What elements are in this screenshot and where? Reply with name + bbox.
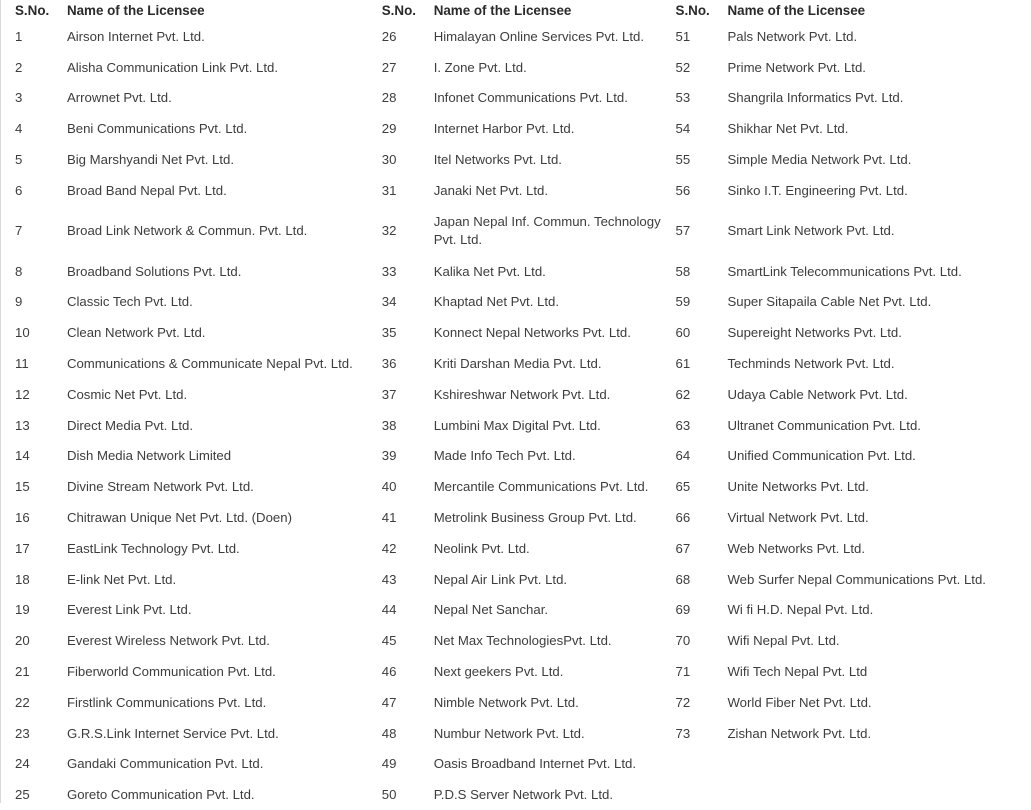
table-row bbox=[3, 83, 1031, 114]
serial-number: 38 bbox=[381, 417, 397, 433]
licensee-name: Virtual Network Pvt. Ltd. bbox=[727, 510, 869, 526]
licensee-name: Firstlink Communications Pvt. Ltd. bbox=[66, 694, 267, 710]
licensee-name: I. Zone Pvt. Ltd. bbox=[433, 59, 527, 75]
serial-number: 15 bbox=[15, 479, 30, 495]
licensee-name: Simple Media Network Pvt. Ltd. bbox=[727, 152, 912, 168]
serial-number: 49 bbox=[381, 756, 397, 772]
serial-number: 58 bbox=[675, 263, 691, 279]
serial-number: 64 bbox=[675, 448, 691, 464]
licensee-name: Made Info Tech Pvt. Ltd. bbox=[433, 448, 576, 464]
licensee-name: G.R.S.Link Internet Service Pvt. Ltd. bbox=[66, 725, 279, 741]
serial-number: 57 bbox=[675, 223, 691, 239]
licensee-name: Numbur Network Pvt. Ltd. bbox=[433, 725, 585, 741]
licensee-name: Ultranet Communication Pvt. Ltd. bbox=[727, 417, 921, 433]
serial-number: 37 bbox=[381, 386, 397, 402]
licensee-name: Arrownet Pvt. Ltd. bbox=[66, 90, 172, 106]
serial-number: 26 bbox=[381, 28, 397, 44]
licensee-name: Janaki Net Pvt. Ltd. bbox=[433, 182, 549, 198]
serial-number: 12 bbox=[15, 386, 30, 402]
serial-number: 48 bbox=[381, 725, 397, 741]
serial-number: 39 bbox=[381, 448, 397, 464]
licensee-name: Gandaki Communication Pvt. Ltd. bbox=[66, 756, 264, 772]
table-row bbox=[3, 410, 1031, 441]
header-name: Name of the Licensee bbox=[66, 2, 205, 18]
licensee-name: Beni Communications Pvt. Ltd. bbox=[66, 121, 248, 137]
licensee-name: Itel Networks Pvt. Ltd. bbox=[433, 152, 562, 168]
serial-number: 34 bbox=[381, 294, 397, 310]
table-row bbox=[3, 625, 1031, 656]
header-name: Name of the Licensee bbox=[433, 2, 572, 18]
licensee-name: Cosmic Net Pvt. Ltd. bbox=[66, 386, 188, 402]
serial-number: 36 bbox=[381, 356, 397, 372]
table-row bbox=[3, 175, 1031, 206]
serial-number: 31 bbox=[381, 182, 397, 198]
serial-number: 41 bbox=[381, 510, 397, 526]
licensee-name: Techminds Network Pvt. Ltd. bbox=[727, 356, 895, 372]
licensee-name: Broad Band Nepal Pvt. Ltd. bbox=[66, 182, 227, 198]
licensee-table bbox=[3, 0, 1031, 810]
serial-number: 20 bbox=[15, 633, 30, 649]
licensee-name: Direct Media Pvt. Ltd. bbox=[66, 417, 193, 433]
table-row bbox=[3, 379, 1031, 410]
licensee-name: Web Networks Pvt. Ltd. bbox=[727, 540, 865, 556]
licensee-name: EastLink Technology Pvt. Ltd. bbox=[66, 540, 240, 556]
licensee-name: Everest Link Pvt. Ltd. bbox=[66, 602, 192, 618]
licensee-name: Nimble Network Pvt. Ltd. bbox=[433, 694, 579, 710]
serial-number bbox=[664, 749, 716, 780]
licensee-name: Broad Link Network & Commun. Pvt. Ltd. bbox=[66, 223, 308, 239]
serial-number: 56 bbox=[675, 182, 691, 198]
serial-number: 63 bbox=[675, 417, 691, 433]
serial-number: 55 bbox=[675, 152, 691, 168]
serial-number: 17 bbox=[15, 540, 30, 556]
table-row bbox=[3, 595, 1031, 626]
serial-number: 1 bbox=[15, 28, 23, 44]
serial-number: 6 bbox=[15, 182, 23, 198]
serial-number: 61 bbox=[675, 356, 691, 372]
licensee-name: Kshireshwar Network Pvt. Ltd. bbox=[433, 386, 611, 402]
serial-number: 40 bbox=[381, 479, 397, 495]
serial-number: 67 bbox=[675, 540, 691, 556]
serial-number: 59 bbox=[675, 294, 691, 310]
table-row bbox=[3, 687, 1031, 718]
serial-number: 29 bbox=[381, 121, 397, 137]
header-name: Name of the Licensee bbox=[727, 2, 866, 18]
header-sno: S.No. bbox=[15, 2, 50, 18]
table-row bbox=[3, 564, 1031, 595]
table-row bbox=[3, 21, 1031, 52]
serial-number: 46 bbox=[381, 664, 397, 680]
licensee-name: Neolink Pvt. Ltd. bbox=[433, 540, 530, 556]
serial-number: 18 bbox=[15, 571, 30, 587]
table-header-row bbox=[3, 0, 1031, 21]
licensee-name: Dish Media Network Limited bbox=[66, 448, 232, 464]
serial-number: 70 bbox=[675, 633, 691, 649]
table-row bbox=[3, 256, 1031, 287]
serial-number: 19 bbox=[15, 602, 30, 618]
serial-number: 68 bbox=[675, 571, 691, 587]
licensee-name: Kriti Darshan Media Pvt. Ltd. bbox=[433, 356, 602, 372]
table-row bbox=[3, 348, 1031, 379]
serial-number: 72 bbox=[675, 694, 691, 710]
serial-number: 35 bbox=[381, 325, 397, 341]
licensee-name: P.D.S Server Network Pvt. Ltd. bbox=[433, 787, 614, 803]
serial-number: 54 bbox=[675, 121, 691, 137]
serial-number: 27 bbox=[381, 59, 397, 75]
serial-number: 30 bbox=[381, 152, 397, 168]
serial-number: 22 bbox=[15, 694, 30, 710]
licensee-name: Clean Network Pvt. Ltd. bbox=[66, 325, 206, 341]
licensee-name: Metrolink Business Group Pvt. Ltd. bbox=[433, 510, 637, 526]
header-sno: S.No. bbox=[381, 2, 416, 18]
serial-number: 69 bbox=[675, 602, 691, 618]
serial-number: 45 bbox=[381, 633, 397, 649]
table-row bbox=[3, 287, 1031, 318]
licensee-name: Classic Tech Pvt. Ltd. bbox=[66, 294, 193, 310]
licensee-name: Oasis Broadband Internet Pvt. Ltd. bbox=[433, 756, 637, 772]
serial-number: 65 bbox=[675, 479, 691, 495]
licensee-name: Himalayan Online Services Pvt. Ltd. bbox=[433, 28, 645, 44]
serial-number: 2 bbox=[15, 59, 23, 75]
serial-number: 47 bbox=[381, 694, 397, 710]
licensee-name: Wifi Tech Nepal Pvt. Ltd bbox=[727, 664, 868, 680]
licensee-name: Next geekers Pvt. Ltd. bbox=[433, 664, 564, 680]
licensee-table-body bbox=[3, 21, 1031, 810]
licensee-name: Supereight Networks Pvt. Ltd. bbox=[727, 325, 902, 341]
licensee-name: Nepal Net Sanchar. bbox=[433, 602, 549, 618]
licensee-name: Shangrila Informatics Pvt. Ltd. bbox=[727, 90, 904, 106]
serial-number: 62 bbox=[675, 386, 691, 402]
licensee-name: Kalika Net Pvt. Ltd. bbox=[433, 263, 546, 279]
table-row bbox=[3, 144, 1031, 175]
serial-number: 8 bbox=[15, 263, 23, 279]
licensee-name: World Fiber Net Pvt. Ltd. bbox=[727, 694, 872, 710]
serial-number bbox=[664, 779, 716, 810]
table-row bbox=[3, 52, 1031, 83]
serial-number: 3 bbox=[15, 90, 23, 106]
licensee-name: Udaya Cable Network Pvt. Ltd. bbox=[727, 386, 908, 402]
serial-number: 53 bbox=[675, 90, 691, 106]
serial-number: 16 bbox=[15, 510, 30, 526]
licensee-name: Unified Communication Pvt. Ltd. bbox=[727, 448, 916, 464]
licensee-name: E-link Net Pvt. Ltd. bbox=[66, 571, 177, 587]
licensee-name: Unite Networks Pvt. Ltd. bbox=[727, 479, 869, 495]
licensee-name: Shikhar Net Pvt. Ltd. bbox=[727, 121, 849, 137]
licensee-name: Mercantile Communications Pvt. Ltd. bbox=[433, 479, 649, 495]
licensee-name: Alisha Communication Link Pvt. Ltd. bbox=[66, 59, 279, 75]
serial-number: 60 bbox=[675, 325, 691, 341]
serial-number: 25 bbox=[15, 787, 30, 803]
licensee-name: Wi fi H.D. Nepal Pvt. Ltd. bbox=[727, 602, 874, 618]
serial-number: 13 bbox=[15, 417, 30, 433]
serial-number: 33 bbox=[381, 263, 397, 279]
table-row bbox=[3, 656, 1031, 687]
table-row bbox=[3, 718, 1031, 749]
table-row bbox=[3, 533, 1031, 564]
licensee-name: SmartLink Telecommunications Pvt. Ltd. bbox=[727, 263, 962, 279]
licensee-name: Goreto Communication Pvt. Ltd. bbox=[66, 787, 255, 803]
serial-number: 44 bbox=[381, 602, 397, 618]
table-row bbox=[3, 471, 1031, 502]
serial-number: 66 bbox=[675, 510, 691, 526]
serial-number: 28 bbox=[381, 90, 397, 106]
licensee-name bbox=[715, 779, 1031, 810]
serial-number: 11 bbox=[15, 356, 29, 372]
licensee-name: Pals Network Pvt. Ltd. bbox=[727, 28, 858, 44]
serial-number: 24 bbox=[15, 756, 30, 772]
serial-number: 43 bbox=[381, 571, 397, 587]
table-row bbox=[3, 113, 1031, 144]
licensee-name: Sinko I.T. Engineering Pvt. Ltd. bbox=[727, 182, 908, 198]
serial-number: 51 bbox=[675, 28, 691, 44]
licensee-name: Fiberworld Communication Pvt. Ltd. bbox=[66, 664, 276, 680]
licensee-name: Internet Harbor Pvt. Ltd. bbox=[433, 121, 575, 137]
licensee-name: Prime Network Pvt. Ltd. bbox=[727, 59, 866, 75]
serial-number: 9 bbox=[15, 294, 23, 310]
licensee-name: Wifi Nepal Pvt. Ltd. bbox=[727, 633, 840, 649]
serial-number: 7 bbox=[15, 223, 23, 239]
header-sno: S.No. bbox=[675, 2, 710, 18]
licensee-name: Zishan Network Pvt. Ltd. bbox=[727, 725, 872, 741]
licensee-name: Smart Link Network Pvt. Ltd. bbox=[727, 223, 895, 239]
serial-number: 42 bbox=[381, 540, 397, 556]
licensee-name: Big Marshyandi Net Pvt. Ltd. bbox=[66, 152, 235, 168]
serial-number: 5 bbox=[15, 152, 23, 168]
licensee-name: Chitrawan Unique Net Pvt. Ltd. (Doen) bbox=[66, 510, 292, 526]
licensee-name: Communications & Communicate Nepal Pvt. Ltd. bbox=[66, 356, 353, 372]
table-row bbox=[3, 749, 1031, 780]
licensee-name bbox=[715, 749, 1031, 780]
licensee-name: Web Surfer Nepal Communications Pvt. Ltd. bbox=[727, 571, 986, 587]
table-row bbox=[3, 502, 1031, 533]
serial-number: 4 bbox=[15, 121, 23, 137]
table-row bbox=[3, 206, 1031, 256]
licensee-name: Everest Wireless Network Pvt. Ltd. bbox=[66, 633, 270, 649]
licensee-name: Airson Internet Pvt. Ltd. bbox=[66, 28, 205, 44]
serial-number: 50 bbox=[381, 787, 397, 803]
licensee-name: Lumbini Max Digital Pvt. Ltd. bbox=[433, 417, 601, 433]
serial-number: 14 bbox=[15, 448, 30, 464]
licensee-name: Divine Stream Network Pvt. Ltd. bbox=[66, 479, 254, 495]
serial-number: 71 bbox=[675, 664, 691, 680]
serial-number: 52 bbox=[675, 59, 691, 75]
table-row bbox=[3, 441, 1031, 472]
licensee-name: Konnect Nepal Networks Pvt. Ltd. bbox=[433, 325, 631, 341]
serial-number: 23 bbox=[15, 725, 30, 741]
licensee-name: Super Sitapaila Cable Net Pvt. Ltd. bbox=[727, 294, 932, 310]
licensee-name: Infonet Communications Pvt. Ltd. bbox=[433, 90, 628, 106]
licensee-name: Nepal Air Link Pvt. Ltd. bbox=[433, 571, 568, 587]
serial-number: 10 bbox=[15, 325, 30, 341]
table-row bbox=[3, 779, 1031, 810]
licensee-name: Broadband Solutions Pvt. Ltd. bbox=[66, 263, 242, 279]
serial-number: 32 bbox=[381, 223, 397, 239]
serial-number: 73 bbox=[675, 725, 691, 741]
serial-number: 21 bbox=[15, 664, 30, 680]
licensee-name: Net Max TechnologiesPvt. Ltd. bbox=[433, 633, 612, 649]
table-row bbox=[3, 317, 1031, 348]
licensee-name: Khaptad Net Pvt. Ltd. bbox=[433, 294, 560, 310]
licensee-name: Japan Nepal Inf. Commun. Technology Pvt. Ltd. bbox=[433, 213, 661, 247]
